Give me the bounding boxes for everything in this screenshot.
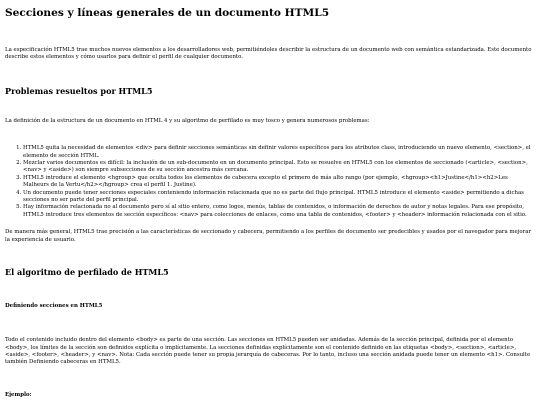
section-heading-algorithm: El algoritmo de perfilado de HTML5 <box>5 267 169 278</box>
list-item: 3. HTML5 introduce el elemento <hgroup> que oculta todos los elementos de cabecera excepto el primero de más alto rango (por ejemplo, <hgroup><h1>Justine</h1><h2>Les Malheurs de la Vertu</h2></hgroup> crea el perfil 1. Justine). <box>23 175 535 190</box>
intro-paragraph: La especificación HTML5 trae muchos nuevos elementos a los desarrolladores web, permitiéndoles describir la estructura de un documento web con semántica estandarizada. Este documento describe estos elementos y cómo usarlos para definir el perfil de cualquier documento. <box>5 47 532 61</box>
page-title: Secciones y líneas generales de un documento HTML5 <box>5 7 330 19</box>
example-label: Ejemplo: <box>5 391 32 398</box>
problems-closing-paragraph: De manera más general, HTML5 trae precisión a las características de seccionado y cabecera, permitiendo a los perfiles de documento ser predecibles y usados por el navegador para mejorar la experiencia de usuario. <box>5 229 532 243</box>
section-heading-problems: Problemas resueltos por HTML5 <box>5 85 153 96</box>
list-item: 4. Un documento puede tener secciones especiales conteniendo información relacionada que no es parte del flujo principal. HTML5 introduce el elemento <aside> permitiendo a dichas secciones no ser parte del perfil principal. <box>23 190 535 205</box>
problems-lead-paragraph: La definición de la estructura de un documento en HTML 4 y su algoritmo de perfilado es muy tosco y genera numerosos problemas: <box>5 117 370 124</box>
problems-list <box>5 145 535 219</box>
list-item: 1. HTML5 quita la necesidad de elementos <div> para definir secciones semánticas sin definir valores específicos para los atributos class, introduciendo un nuevo elemento, <section>, el elemento de sección HTML. <box>23 145 535 160</box>
subheading-defining-sections: Definiendo secciones en HTML5 <box>5 303 103 310</box>
list-item: 2. Mezclar varios documentos es difícil: la inclusión de un sub-documento en un documento principal. Esto se resuelve en HTML5 con los elementos de seccionado (<article>, <section>, <nav> y <aside>) son siempre subsecciones de su sección ancestra más cercana. <box>23 160 535 175</box>
defining-sections-paragraph: Todo el contenido incluido dentro del elemento <body> es parte de una sección. Las secciones en HTML5 pueden ser anidadas. Además de la sección principal, definida por el elemento <body>, los límites de la sección son definidos explícita o implícitamente. La secciones definidas explícitamente son el contenido definido en las etiquetas <body>, <section>, <article>, <aside>, <footer>, <header>, y <nav>. Nota: Cada sección puede tener su propia jerarquía de cabeceras. Por lo tanto, incluso una sección anidada puede tener un elemento <h1>. Consulte también Definiendo cabeceras en HTML5. <box>5 337 531 366</box>
list-item: 5. Hay información relacionada no al documento pero sí al sitio entero, como logos, menús, tablas de contenidos, o información de derechos de autor y notas legales. Para ese propósito, HTML5 introduce tres elementos de sección específicos: <nav> para colecciones de enlaces, como una tabla de contenidos, <footer> y <header> información relacionada con el sitio. <box>23 204 535 219</box>
